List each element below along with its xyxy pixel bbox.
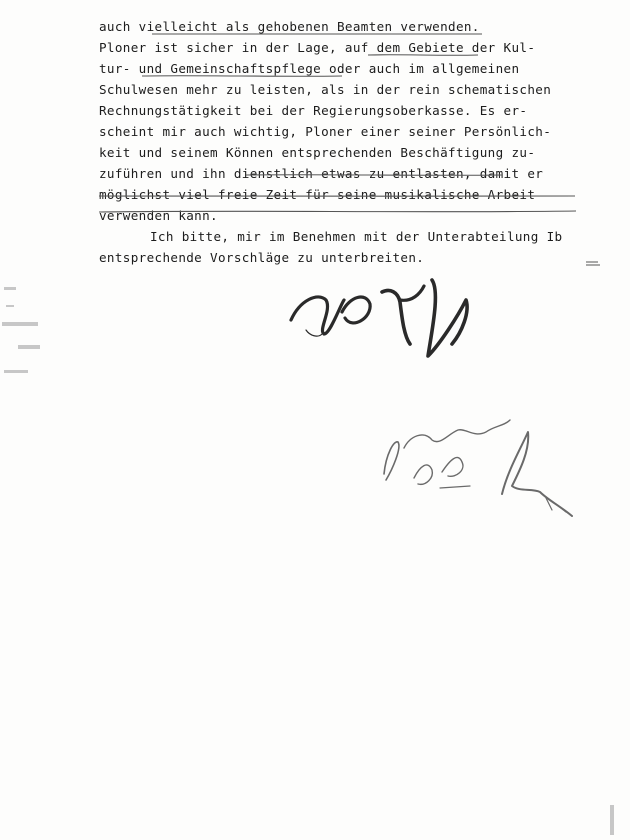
paragraph-first-line: Ich bitte, mir im Benehmen mit der Unterabteilung Ib xyxy=(150,229,563,244)
text-line: verwenden kann. xyxy=(99,208,218,223)
text-line: Rechnungstätigkeit bei der Regierungsoberkasse. Es er- xyxy=(99,103,528,118)
text-line: keit und seinem Können entsprechenden Beschäftigung zu- xyxy=(99,145,536,160)
margin-smudges xyxy=(2,287,614,835)
pencil-underlines xyxy=(99,34,600,265)
text-line: möglichst viel freie Zeit für seine musikalische Arbeit xyxy=(99,187,536,202)
text-line: auch vielleicht als gehobenen Beamten verwenden. xyxy=(99,19,480,34)
text-line: entsprechende Vorschläge zu unterbreiten. xyxy=(99,250,425,265)
text-line: scheint mir auch wichtig, Ploner einer seiner Persönlich- xyxy=(99,124,552,139)
text-line: tur- und Gemeinschaftspflege oder auch im allgemeinen xyxy=(99,61,520,76)
text-line: Schulwesen mehr zu leisten, als in der rein schematischen xyxy=(99,82,552,97)
pencil-annotation xyxy=(384,420,572,516)
signature xyxy=(291,280,467,356)
text-line: zuführen und ihn dienstlich etwas zu entlasten, damit er xyxy=(99,166,544,181)
text-line: Ploner ist sicher in der Lage, auf dem Gebiete der Kul- xyxy=(99,40,536,55)
